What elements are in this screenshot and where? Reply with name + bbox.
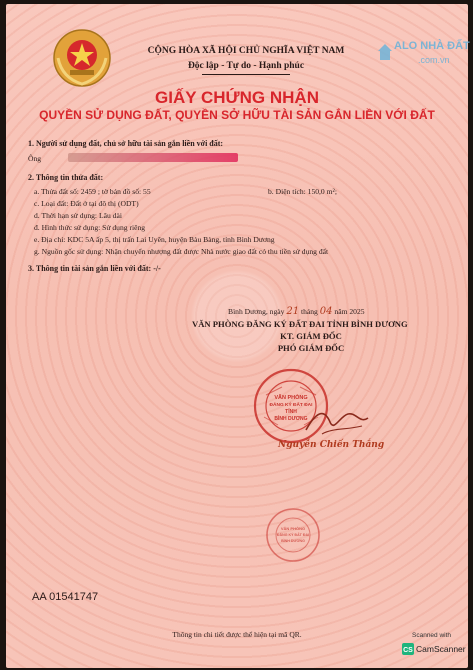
national-emblem-icon (52, 28, 112, 88)
handwritten-signature (302, 404, 372, 438)
issuing-office: VĂN PHÒNG ĐĂNG KÝ ĐẤT ĐAI TỈNH BÌNH DƯƠNG (192, 319, 408, 329)
signer-name: Nguyễn Chiến Thắng (278, 440, 385, 450)
camscanner-logo-icon (402, 643, 414, 655)
parcel-number: a. Thửa đất số: 2459 ; tờ bản đồ số: 55 (34, 187, 151, 196)
watermark (378, 34, 468, 78)
faded-stamp-line-3: BÌNH DƯƠNG (281, 539, 305, 543)
signing-date (228, 306, 365, 317)
stamp-line-4: BÌNH DƯƠNG (274, 416, 308, 422)
faded-stamp-line-1: VĂN PHÒNG (280, 526, 306, 531)
stamp-line-3: TỈNH (285, 409, 297, 415)
nation-name: CỘNG HÒA XÃ HỘI CHỦ NGHĨA VIỆT NAM (147, 46, 345, 56)
signing-year: năm 2025 (334, 307, 365, 316)
signing-place: Bình Dương, ngày (228, 307, 285, 316)
signing-title: PHÓ GIÁM ĐỐC (277, 343, 345, 353)
watermark-domain: .com.vn (418, 55, 450, 65)
land-use-type: c. Loại đất: Đất ở tại đô thị (ODT) (34, 199, 139, 208)
use-origin: g. Nguồn gốc sử dụng: Nhận chuyển nhượng đất được Nhà nước giao đất có thu tiền sử dụng đất (34, 247, 329, 256)
qr-note: Thông tin chi tiết được thể hiện tại mã QR. (172, 630, 302, 639)
serial-number: AA 01541747 (32, 591, 99, 603)
certificate-subtitle: QUYỀN SỬ DỤNG ĐẤT, QUYỀN SỞ HỮU TÀI SẢN GẮN LIỀN VỚI ĐẤT (39, 108, 435, 122)
svg-text:CS: CS (403, 647, 413, 654)
land-area: b. Diện tích: 150,0 m²; (268, 187, 337, 196)
house-icon (378, 44, 392, 60)
signing-kt: KT. GIÁM ĐỐC (280, 331, 342, 341)
parcel-address: e. Địa chỉ: KDC 5A ấp 5, thị trấn Lai Uyên, huyện Bàu Bàng, tỉnh Bình Dương (34, 235, 275, 244)
faded-stamp-line-2: ĐĂNG KÝ ĐẤT ĐAI (276, 533, 310, 537)
certificate-sheet (6, 4, 468, 668)
national-motto: Độc lập - Tự do - Hạnh phúc (187, 61, 305, 71)
section-2-heading: 2. Thông tin thửa đất: (28, 173, 104, 182)
signing-month: 04 (319, 306, 333, 317)
redacted-owner-name (68, 153, 238, 162)
scanner-line-1: Scanned with (412, 632, 452, 639)
owner-prefix: Ông (28, 154, 42, 163)
stamp-line-2: ĐĂNG KÝ ĐẤT ĐAI (269, 403, 313, 408)
watermark-brand: ALO NHÀ ĐẤT (394, 40, 470, 52)
use-term: d. Thời hạn sử dụng: Lâu dài (34, 211, 122, 220)
signing-day: 21 (286, 306, 300, 317)
motto-underline (202, 74, 290, 75)
faded-stamp (264, 506, 322, 564)
camscanner-badge (402, 632, 470, 662)
section-1-heading: 1. Người sử dụng đất, chủ sở hữu tài sản gắn liền với đất: (28, 139, 224, 148)
stamp-line-1: VĂN PHÒNG (274, 395, 308, 401)
month-label: tháng (300, 307, 318, 316)
certificate-title: GIẤY CHỨNG NHẬN (155, 88, 319, 107)
scanner-line-2: CamScanner (416, 644, 466, 654)
use-form: đ. Hình thức sử dụng: Sử dụng riêng (34, 223, 146, 232)
section-3-heading: 3. Thông tin tài sản gắn liền với đất: -/- (28, 264, 161, 273)
